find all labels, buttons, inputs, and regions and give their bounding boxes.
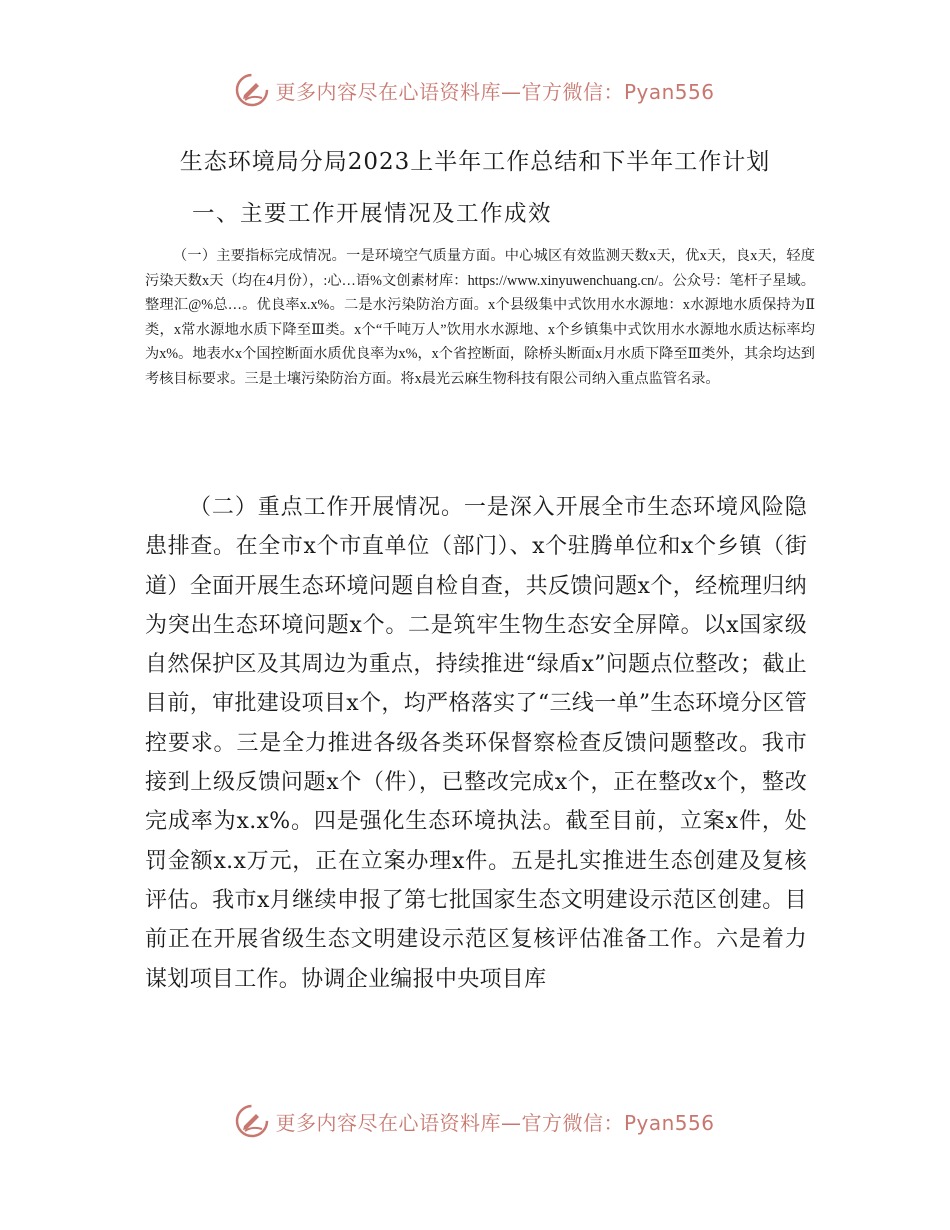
watermark-text: 更多内容尽在心语资料库—官方微信：Pyan556	[275, 1110, 715, 1135]
book-pen-icon	[235, 1104, 269, 1138]
section-heading: 一、主要工作开展情况及工作成效	[192, 201, 553, 227]
document-title: 生态环境局分局2023上半年工作总结和下半年工作计划	[179, 149, 771, 175]
paragraph-key-work: （二）重点工作开展情况。一是深入开展全市生态环境风险隐患排查。在全市x个市直单位（部门）、x个驻腾单位和x个乡镇（街道）全面开展生态环境问题自检自查，共反馈问题x个，经梳理归纳为突出生态环境问题x个。二是筑牢生物生态安全屏障。以x国家级自然保护区及其周边为重点，持续推进“绿盾x”问题点位整改；截止目前，审批建设项目x个，均严格落实了“三线一单”生态环境分区管控要求。三是全力推进各级各类环保督察检查反馈问题整改。我市接到上级反馈问题x个（件），已整改完成x个，正在整改x个，整改完成率为x.x%。四是强化生态环境执法。截至目前，立案x件，处罚金额x.x万元，正在立案办理x件。五是扎实推进生态创建及复核评估。我市x月继续申报了第七批国家生态文明建设示范区创建。目前正在开展省级生态文明建设示范区复核评估准备工作。六是着力谋划项目工作。协调企业编报中央项目库	[145, 495, 807, 992]
paragraph-indicators: （一）主要指标完成情况。一是环境空气质量方面。中心城区有效监测天数x天，优x天，良x天，轻度污染天数x天（均在4月份），:心…语%文创素材库：https://www.xinyuwenchuang.cn/。公众号：笔杆子星域。整理汇@%总…。优良率x.x%。二是水污染防治方面。x个县级集中式饮用水水源地：x水源地水质保持为Ⅱ类，x常水源地水质下降至Ⅲ类。x个“千吨万人”饮用水水源地、x个乡镇集中式饮用水水源地水质达标率均为x%。地表水x个国控断面水质优良率为x%，x个省控断面，除桥头断面x月水质下降至Ⅲ类外，其余均达到考核目标要求。三是土壤污染防治方面。将x晨光云麻生物科技有限公司纳入重点监管名录。	[145, 248, 815, 387]
book-pen-icon	[235, 73, 269, 107]
watermark-footer	[0, 1101, 950, 1141]
watermark-header	[0, 70, 950, 110]
watermark-text: 更多内容尽在心语资料库—官方微信：Pyan556	[275, 79, 715, 104]
